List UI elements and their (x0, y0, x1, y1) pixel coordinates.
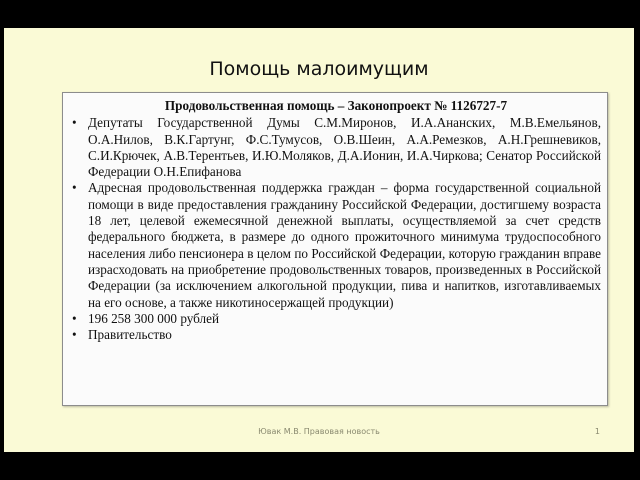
slide-page-number: 1 (594, 427, 600, 436)
box-heading: Продовольственная помощь – Законопроект № 1126727-7 (164, 98, 508, 113)
bullet-text-definition: Адресная продовольственная поддержка граждан – форма государственной социальной помощи в виде предоставления гражданину Российской Федерации, достигшему возраста 18 лет, целевой ежемесячной денежной выплаты, осуществляемой за счет средств федерального бюджета, в размере до одного прожиточного минимума трудоспособного населения либо пенсионера в целом по Российской Федерации, которую гражданин вправе израсходовать на приобретение продовольственных товаров, произведенных в Российской Федерации (за исключением алкогольной продукции, пива и напитков, изготавливаемых на его основе, а также никотиносержащей продукции) (88, 180, 601, 310)
bullet-list (71, 115, 601, 343)
slide-footer: Ювак М.В. Правовая новость (258, 427, 380, 436)
list-item (71, 115, 601, 180)
slide (4, 28, 634, 452)
list-item (71, 180, 601, 310)
bullet-text-government: Правительство (88, 327, 172, 343)
slide-title: Помощь малоимущим (209, 58, 429, 80)
bullet-text-amount: 196 258 300 000 рублей (88, 310, 220, 326)
bullet-icon: • (72, 310, 77, 326)
bullet-icon: • (72, 180, 77, 196)
bullet-icon: • (72, 327, 77, 343)
bullet-icon: • (72, 115, 77, 131)
list-item (71, 311, 601, 327)
list-item (71, 327, 601, 343)
content-box (62, 92, 608, 406)
bullet-text-authors: Депутаты Государственной Думы С.М.Миронов, И.А.Ананских, М.В.Емельянов, О.А.Нилов, В.К.Гартунг, Ф.С.Тумусов, О.В.Шеин, А.А.Ремезков, А.Н.Грешневиков, С.И.Крючек, А.В.Терентьев, И.Ю.Моляков, Д.А.Ионин, И.А.Чиркова; Сенатор Российской Федерации О.Н.Епифанова (88, 115, 601, 180)
